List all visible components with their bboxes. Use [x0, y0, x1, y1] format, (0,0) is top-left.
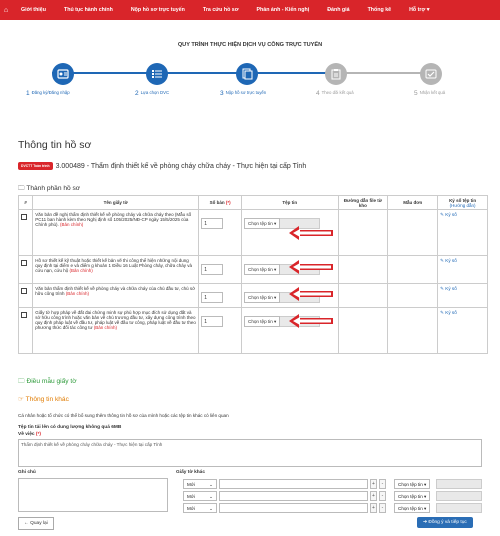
doc-name: Giấy tờ hợp pháp về đất đai chứng minh sự phù hợp mục đích sử dụng đất và sở hữu công trình hoặc văn bản về chủ trương đầu tư, xây dựng công trình theo quy định pháp luật về đầu tư, pháp luật về đầu tư công, pháp luật về đầu tư theo phương thức đối tác công tư [35, 310, 196, 330]
arrow-left-icon: ← [24, 521, 29, 526]
nav-ho-tro[interactable]: Hỗ trợ ▾ [409, 7, 430, 13]
doc-name-input[interactable] [219, 491, 368, 501]
choose-file-button[interactable]: Chọn tệp tin ▾ [244, 316, 280, 327]
id-card-icon [52, 63, 74, 85]
col-name: Tên giấy tờ [33, 196, 199, 210]
chevron-down-icon: ⌄ [209, 482, 213, 487]
qty-input[interactable]: 1 [201, 218, 223, 229]
page-title: QUY TRÌNH THỰC HIỆN DỊCH VỤ CÔNG TRỰC TUYẾN [177, 42, 323, 48]
choose-file-label: Chọn tệp tin [398, 494, 423, 499]
check-icon [420, 63, 442, 85]
row-checkbox[interactable] [21, 312, 27, 318]
doc-name-input[interactable] [219, 479, 368, 489]
sign-button[interactable]: ✎ Ký số [440, 258, 457, 263]
select-value: Mới [187, 482, 195, 487]
choose-file-button[interactable]: Chọn tệp tin ▾ [394, 491, 430, 501]
ho-so-title: Thông tin hồ sơ [18, 139, 92, 151]
step-2-label: Lựa chọn DVC [140, 90, 170, 95]
file-limit-note: Tệp tin tải lên có dung lượng không quá 6MB [18, 425, 122, 430]
file-name-field [436, 491, 482, 501]
remove-row-button[interactable]: - [379, 479, 386, 489]
procedure-text: 3.000489 - Thẩm định thiết kế về phòng cháy chữa cháy - Thực hiện tại cấp Tỉnh [55, 162, 307, 170]
top-nav [0, 0, 500, 20]
choose-file-button[interactable]: Chọn tệp tin ▾ [244, 292, 280, 303]
doc-tag: (Bản chính) [60, 222, 84, 227]
red-arrow-icon [289, 314, 333, 328]
choose-file-button[interactable]: Chọn tệp tin ▾ [394, 503, 430, 513]
sign-label: Ký số [445, 286, 457, 291]
components-table [18, 195, 488, 354]
red-arrow-icon [289, 226, 333, 240]
nav-thu-tuc[interactable]: Thủ tục hành chính [63, 7, 113, 13]
step-number: 1 [26, 90, 30, 97]
row-checkbox[interactable] [21, 260, 27, 266]
col-path: Đường dẫn file từ kho [338, 196, 388, 210]
nav-nop-ho-so[interactable]: Nộp hồ sơ trực tuyến [130, 7, 185, 13]
add-row-button[interactable]: + [370, 503, 377, 513]
file-name-field [436, 479, 482, 489]
choose-file-label: Chọn tệp tin [248, 267, 273, 272]
sign-button[interactable]: ✎ Ký số [440, 286, 457, 291]
col-sign [438, 196, 488, 210]
ghi-chu-textarea[interactable] [18, 478, 168, 512]
form-templates-link[interactable] [18, 377, 77, 388]
table-row [19, 256, 488, 284]
ve-viec-text: Về việc [18, 432, 35, 437]
back-button[interactable] [18, 517, 54, 530]
other-info-heading [18, 395, 69, 403]
red-arrow-icon [289, 260, 333, 274]
add-row-button[interactable]: + [370, 491, 377, 501]
col-index: # [19, 196, 33, 210]
folder-icon: 🗀 [18, 185, 25, 192]
guide-link[interactable]: (Hướng dẫn) [449, 202, 476, 208]
doc-name: Hồ sơ thiết kế kỹ thuật hoặc thiết kế bản vẽ thi công thể hiện những nội dung quy định tại điểm e và điểm g khoản 1 Điều 16 Luật Phòng cháy, chữa cháy và cứu nạn, cứu hộ [35, 258, 193, 273]
step-number: 3 [220, 90, 224, 97]
doc-name: Văn bản thẩm định thiết kế về phòng cháy và chữa cháy của chủ đầu tư, chủ sở hữu công trình [35, 286, 196, 296]
step-number: 5 [414, 90, 418, 97]
chevron-down-icon: ⌄ [209, 494, 213, 499]
arrow-right-icon: ➔ [423, 520, 428, 525]
step-number: 2 [135, 90, 139, 97]
type-select[interactable] [183, 491, 217, 501]
step-1-label: Đăng ký/Đăng nhập [31, 90, 70, 95]
step-3-label: Nộp hồ sơ trực tuyến [225, 90, 267, 95]
choose-file-label: Chọn tệp tin [248, 319, 273, 324]
doc-name-input[interactable] [219, 503, 368, 513]
continue-label: Đồng ý và tiếp tục [428, 520, 467, 525]
choose-file-label: Chọn tệp tin [248, 295, 273, 300]
ve-viec-label [18, 432, 41, 437]
procedure-line [18, 162, 306, 170]
sign-label: Ký số [445, 212, 457, 217]
sign-button[interactable]: ✎ Ký số [440, 212, 457, 217]
file-name-field [436, 503, 482, 513]
choose-file-label: Chọn tệp tin [398, 482, 423, 487]
step-number: 4 [316, 90, 320, 97]
ve-viec-textarea[interactable]: Thẩm định thiết kế về phòng cháy chữa cháy - Thực hiện tại cấp Tỉnh [18, 439, 482, 467]
giay-to-khac-label: Giấy tờ khác [176, 470, 206, 475]
qty-input[interactable]: 1 [201, 292, 223, 303]
doc-name: Văn bản đề nghị thẩm định thiết kế về phòng cháy và chữa cháy theo (Mẫu số PC11 ban hành kèm theo Nghị định số 105/2025/NĐ-CP ngày 15/5/2025 của Chính phủ). [35, 212, 192, 227]
step-5-label: Nhận kết quả [419, 90, 446, 95]
list-icon [146, 63, 168, 85]
chevron-down-icon: ⌄ [209, 506, 213, 511]
nav-phan-anh[interactable]: Phản ánh - Kiến nghị [256, 7, 310, 13]
col-qty [199, 196, 242, 210]
choose-file-button[interactable]: Chọn tệp tin ▾ [244, 218, 280, 229]
type-select[interactable] [183, 479, 217, 489]
nav-danh-gia[interactable]: Đánh giá [327, 7, 350, 13]
hand-icon: ☞ [18, 396, 24, 403]
sign-button[interactable]: ✎ Ký số [440, 310, 457, 315]
col-file: Tệp tin [242, 196, 339, 210]
choose-file-button[interactable]: Chọn tệp tin ▾ [244, 264, 280, 275]
qty-input[interactable]: 1 [201, 316, 223, 327]
table-row [19, 308, 488, 354]
doc-tag: (Bản chính) [93, 325, 118, 330]
folder-icon: 🗀 [18, 378, 25, 385]
sign-label: Ký số [445, 258, 457, 263]
other-info-title: Thông tin khác [25, 396, 69, 403]
row-checkbox[interactable] [21, 288, 27, 294]
remove-row-button[interactable]: - [379, 503, 386, 513]
table-row [19, 210, 488, 256]
choose-file-label: Chọn tệp tin [398, 506, 423, 511]
other-info-description: Cá nhân hoặc tổ chức có thể bổ sung thêm thông tin hồ sơ của mình hoặc các tệp tin khác có liên quan [18, 413, 229, 418]
nav-gioi-thieu[interactable]: Giới thiệu [21, 7, 46, 13]
col-template: Mẫu đơn [388, 196, 438, 210]
form-templates-label: Điều mẫu giấy tờ [26, 378, 77, 385]
red-arrow-icon [289, 287, 333, 301]
continue-button[interactable] [417, 517, 473, 528]
sign-label: Ký số [445, 310, 457, 315]
add-row-button[interactable]: + [370, 479, 377, 489]
table-row [19, 284, 488, 308]
doc-tag: (Bản chính) [69, 268, 93, 273]
qty-input[interactable]: 1 [201, 264, 223, 275]
select-value: Mới [187, 494, 195, 499]
row-checkbox[interactable] [21, 214, 27, 220]
step-4-label: Theo dõi kết quả [321, 90, 354, 95]
required-mark: (*) [35, 432, 41, 437]
progress-steps [0, 60, 500, 100]
nav-tra-cuu[interactable]: Tra cứu hồ sơ [202, 7, 239, 13]
components-heading [18, 184, 80, 195]
choose-file-button[interactable]: Chọn tệp tin ▾ [394, 479, 430, 489]
required-mark: (*) [225, 200, 231, 205]
col-sign-label: Ký số tệp tin [449, 197, 477, 203]
components-title: Thành phần hồ sơ [26, 185, 81, 192]
remove-row-button[interactable]: - [379, 491, 386, 501]
documents-icon [236, 63, 258, 85]
home-icon[interactable]: ⌂ [3, 6, 9, 14]
procedure-badge: DVCTT Toàn trình [18, 162, 53, 170]
col-qty-label: Số bản [209, 200, 225, 205]
back-label: Quay lại [30, 521, 48, 526]
clipboard-icon [325, 63, 347, 85]
select-value: Mới [187, 506, 195, 511]
nav-thong-ke[interactable]: Thống kê [367, 7, 392, 13]
ghi-chu-label: Ghi chú [18, 470, 36, 475]
type-select[interactable] [183, 503, 217, 513]
choose-file-label: Chọn tệp tin [248, 221, 273, 226]
doc-tag: (Bản chính) [65, 291, 90, 296]
